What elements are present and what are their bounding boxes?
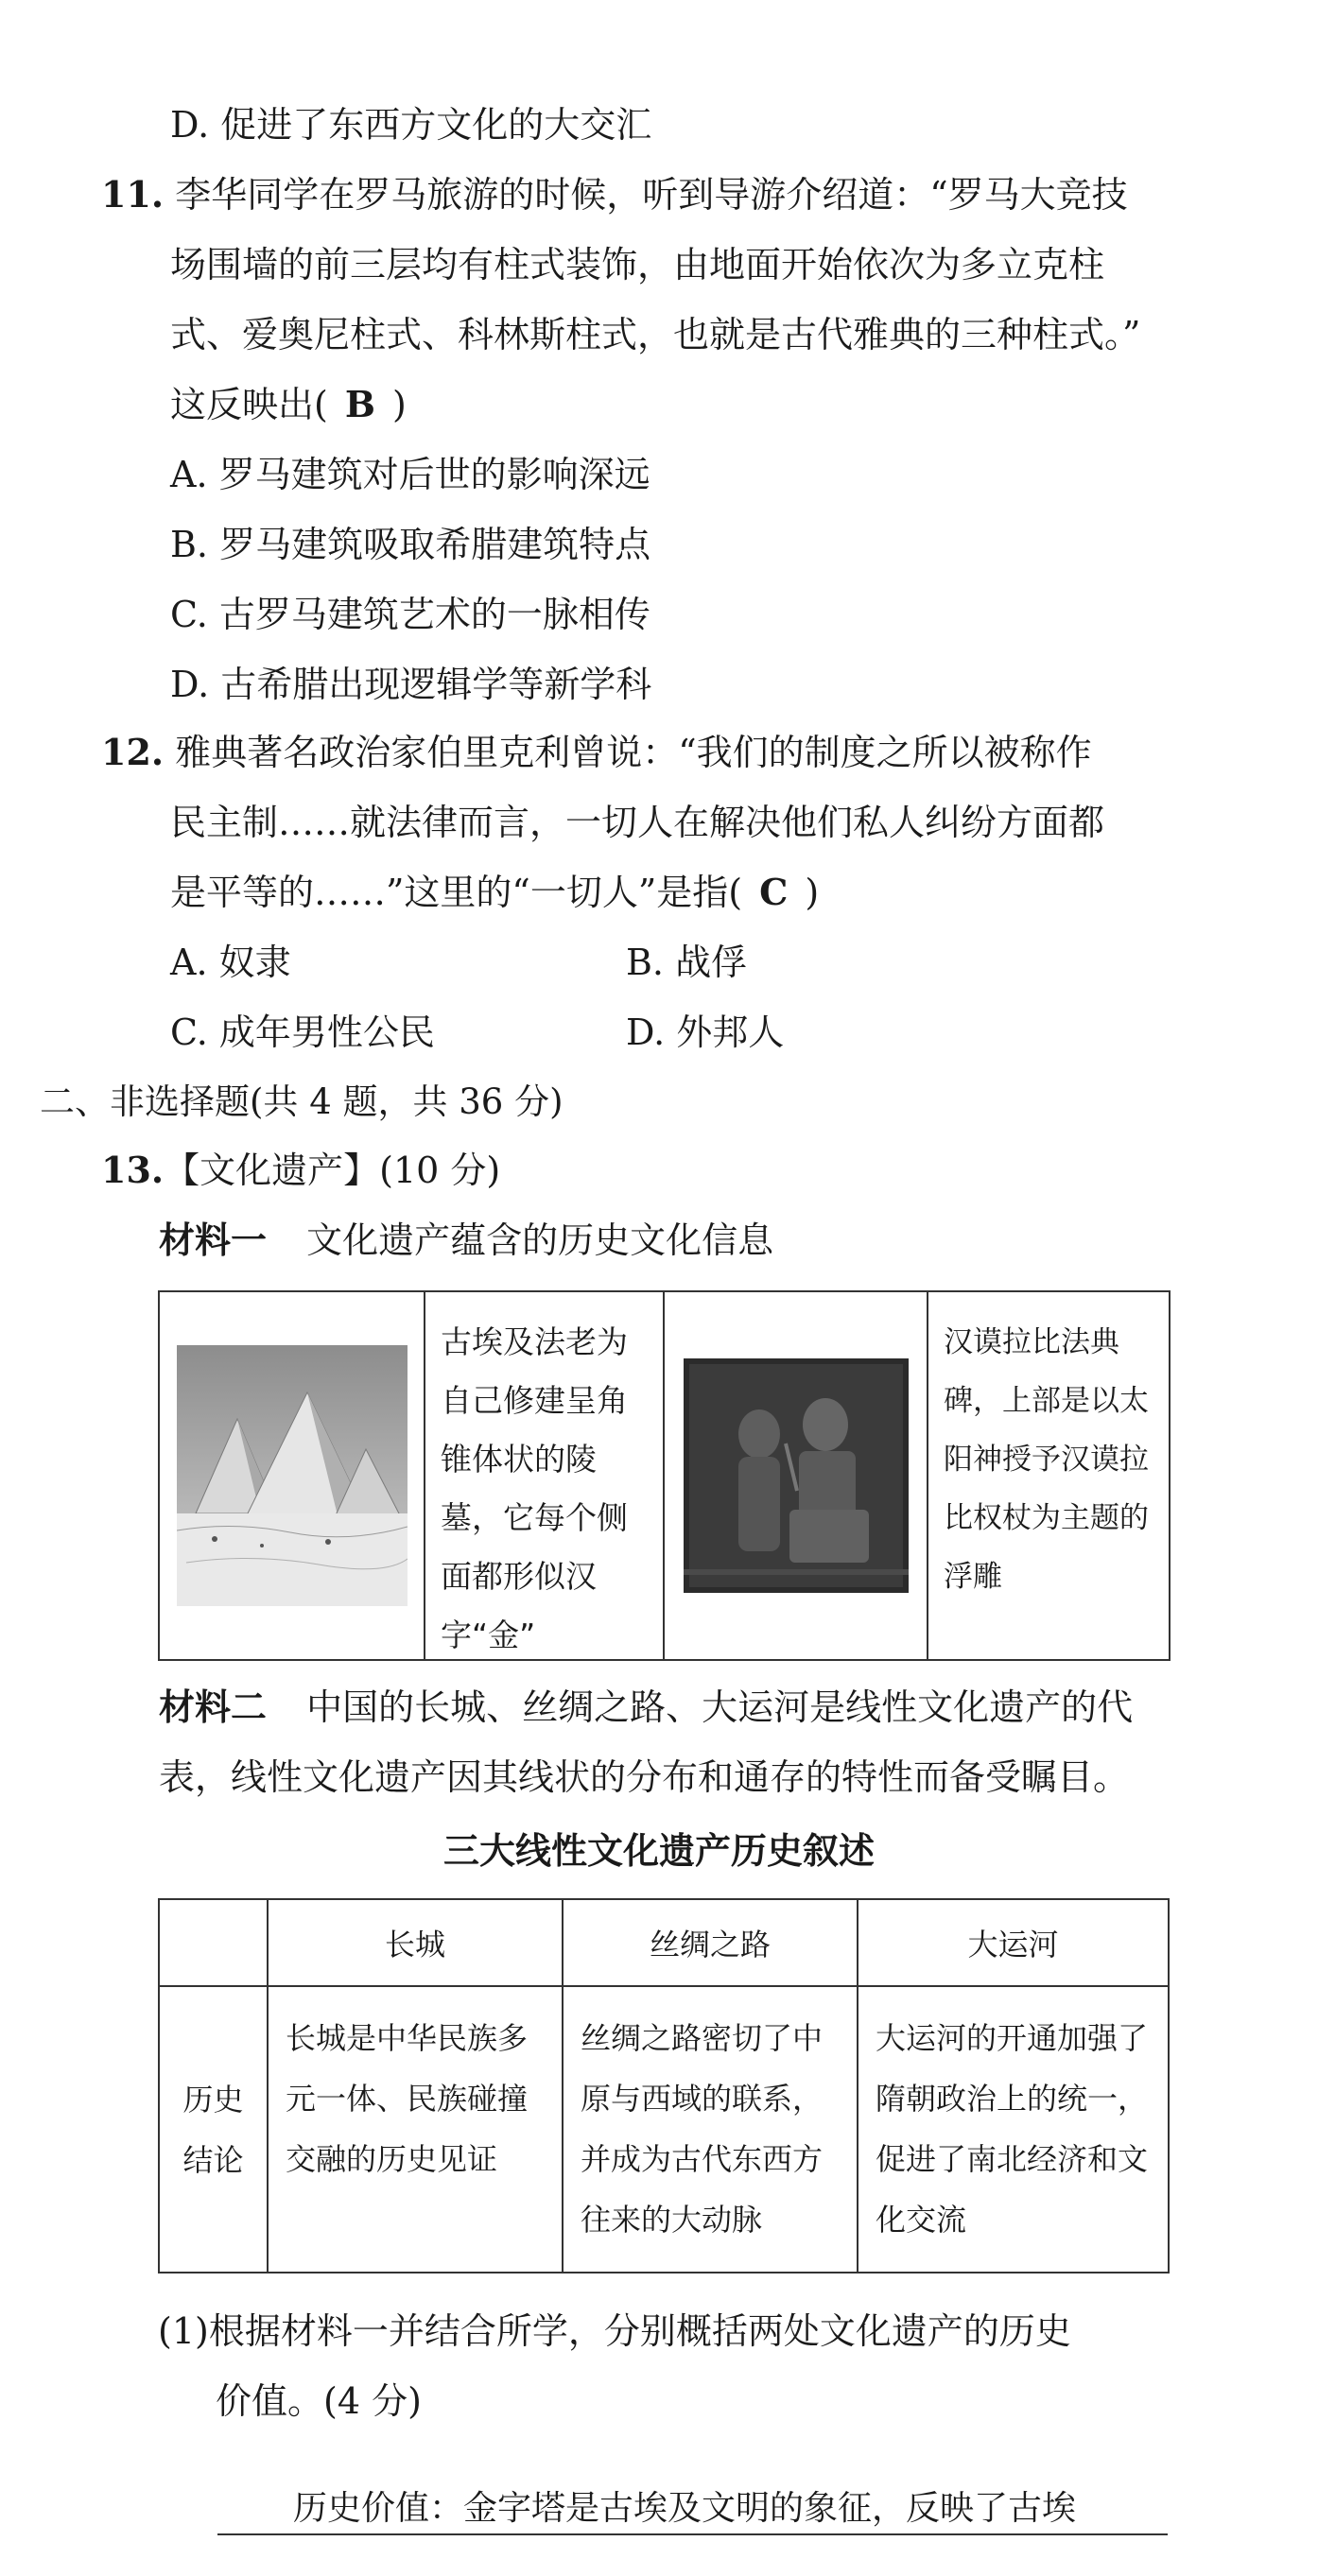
q11-paren-close: ) [391,384,407,425]
q11-option-c: C. 古罗马建筑艺术的一脉相传 [170,594,650,635]
q12-stem-text-1: 雅典著名政治家伯里克利曾说：“我们的制度之所以被称作 [175,732,1092,773]
q11-stem-line-3: 式、爱奥尼柱式、科林斯柱式，也就是古代雅典的三种柱式。” [170,314,1141,355]
q12-stem-line-2: 民主制……就法律而言，一切人在解决他们私人纠纷方面都 [170,802,1105,843]
pyramid-image-cell [160,1292,425,1659]
material-1-title: 文化遗产蕴含的历史文化信息 [306,1219,774,1261]
row-label-historical-conclusion: 历史结论 [159,1986,268,2273]
q12-option-a: A. 奴隶 [170,942,291,983]
q13-header [101,1144,500,1197]
material-2-label: 材料二 [159,1686,268,1728]
q13-number: 13. [101,1149,165,1191]
q12-option-c: C. 成年男性公民 [170,1011,435,1053]
q11-option-b: B. 罗马建筑吸取希腊建筑特点 [170,524,651,565]
section-2-title: 二、非选择题(共 4 题，共 36 分) [40,1081,564,1122]
q12-stem-line-1 [101,726,1092,779]
header-silk-road: 丝绸之路 [563,1899,858,1986]
stele-image-cell [665,1292,928,1659]
q11-stem-line-1 [101,168,1128,221]
q12-paren-close: ) [805,872,820,913]
table-header-row [159,1899,1169,1986]
q11-option-d: D. 古希腊出现逻辑学等新学科 [170,664,652,705]
q12-option-d: D. 外邦人 [626,1011,785,1053]
material-2-table [158,1898,1170,2273]
q12-answer: C [759,871,789,913]
header-great-wall: 长城 [268,1899,563,1986]
material-1-heading [159,1214,773,1267]
material-2-text-1: 中国的长城、丝绸之路、大运河是线性文化遗产的代 [306,1686,1134,1728]
q11-number: 11. [101,173,165,216]
pyramid-image [177,1345,408,1606]
q11-stem-line-4 [170,378,407,431]
q11-option-a: A. 罗马建筑对后世的影响深远 [170,454,650,495]
q12-number: 12. [101,731,165,773]
q12-stem-end: 是平等的……”这里的“一切人”是指( [170,872,743,913]
q12-stem-line-3 [170,866,819,919]
q13-sub1-line-2: 价值。(4 分) [216,2380,422,2422]
q11-stem-end: 这反映出( [170,384,328,425]
q11-stem-line-2: 场围墙的前三层均有柱式装饰，由地面开始依次为多立克柱 [170,244,1105,285]
material-2-line-2: 表，线性文化遗产因其线状的分布和通存的特性而备受瞩目。 [159,1756,1130,1798]
pyramid-text: 古埃及法老为自己修建呈角锥体状的陵墓，它每个侧面都形似汉字“金” [425,1292,665,1659]
header-empty [159,1899,268,1986]
cell-silk-road: 丝绸之路密切了中原与西域的联系，并成为古代东西方往来的大动脉 [563,1986,858,2273]
q11-answer: B [344,383,375,425]
material-2-table-title: 三大线性文化遗产历史叙述 [442,1830,875,1872]
cell-grand-canal: 大运河的开通加强了隋朝政治上的统一，促进了南北经济和文化交流 [858,1986,1169,2273]
q13-title: 【文化遗产】(10 分) [164,1150,501,1191]
material-1-label: 材料一 [159,1219,268,1261]
stele-text: 汉谟拉比法典碑，上部是以太阳神授予汉谟拉比权杖为主题的浮雕 [944,1325,1149,1594]
q12-option-b: B. 战俘 [626,942,748,983]
q13-sub1-answer [217,2484,1168,2535]
hammurabi-stele-image [684,1358,909,1593]
table-row [159,1986,1169,2273]
q11-stem-text-1: 李华同学在罗马旅游的时候，听到导游介绍道：“罗马大竞技 [175,174,1128,216]
q10-option-d: D. 促进了东西方文化的大交汇 [170,104,652,146]
q13-sub1-line-1: (1)根据材料一并结合所学，分别概括两处文化遗产的历史 [158,2310,1071,2352]
q13-sub1-answer-text: 历史价值：金字塔是古埃及文明的象征，反映了古埃 [293,2489,1077,2528]
header-grand-canal: 大运河 [858,1899,1169,1986]
cell-great-wall: 长城是中华民族多元一体、民族碰撞交融的历史见证 [268,1986,563,2273]
material-2-line-1 [159,1681,1133,1734]
material-1-table [158,1290,1171,1661]
